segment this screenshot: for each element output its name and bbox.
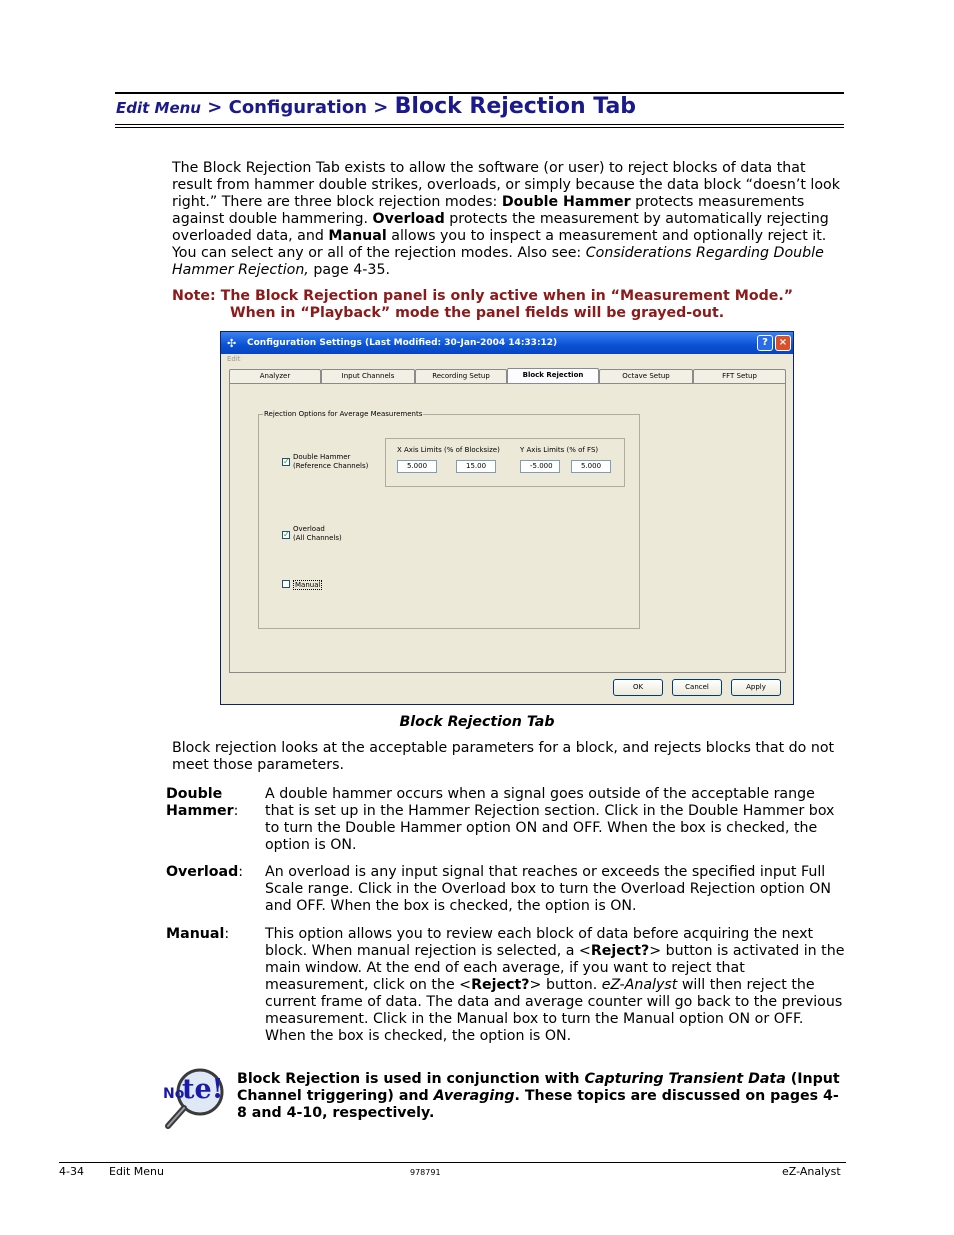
double-hammer-label: Double Hammer (Reference Channels) <box>293 453 369 470</box>
bottom-note: Block Rejection is used in conjunction with Capturing Transient Data (Input Channel triggering) and Averaging. These topics are discussed on pages 4-8 and 4-10, respectively. <box>237 1071 840 1121</box>
menu-edit[interactable]: Edit <box>227 355 241 363</box>
term-double-hammer: Double Hammer: <box>166 786 239 819</box>
help-button[interactable]: ? <box>757 335 773 351</box>
mode-note-line1: Note: The Block Rejection panel is only active when in “Measurement Mode.” <box>172 288 794 304</box>
x-axis-limits-label: X Axis Limits (% of Blocksize) <box>397 446 500 454</box>
app-icon: ✣ <box>227 337 237 350</box>
title-underline-2 <box>115 127 844 128</box>
mode-note-line2: When in “Playback” mode the panel fields will be grayed-out. <box>230 305 725 321</box>
tab-octave-setup[interactable]: Octave Setup <box>599 369 693 383</box>
figure-caption: Block Rejection Tab <box>399 714 555 730</box>
ok-button[interactable]: OK <box>613 679 663 696</box>
body-paragraph: Block rejection looks at the acceptable parameters for a block, and rejects blocks that do not meet those parameters. <box>172 740 835 773</box>
x-axis-max-input[interactable]: 15.00 <box>456 460 496 473</box>
desc-manual: This option allows you to review each block of data before acquiring the next block. When manual rejection is selected, a <Reject?> button is activated in the main window. At the end of each average, if you want to reject that measurement, click on the <Reject?> button. eZ-Analyst will then reject the current frame of data. The data and average counter will go back to the previous measurement. Click in the Manual box to turn the Manual option ON or OFF. When the box is checked, the option is ON. <box>265 926 845 1044</box>
mode-note <box>172 288 852 322</box>
y-axis-limits-label: Y Axis Limits (% of FS) <box>520 446 599 454</box>
note-graphic-text-small: No <box>163 1086 185 1102</box>
close-button[interactable]: × <box>775 335 791 351</box>
x-axis-min-input[interactable]: 5.000 <box>397 460 437 473</box>
manual-label: Manual <box>295 581 321 589</box>
breadcrumb-separator: > <box>367 97 395 118</box>
intro-paragraph: The Block Rejection Tab exists to allow the software (or user) to reject blocks of data that result from hammer double strikes, overloads, or simply because the data block “doesn’t look right.” There are three block rejection modes: Double Hammer protects measurements against double hammering. Overload protects the measurement by automatically rejecting overloaded data, and Manual allows you to inspect a measurement and optionally reject it. You can select any or all of the rejection modes. Also see: Considerations Regarding Double Hammer Rejection, page 4-35. <box>172 160 840 278</box>
breadcrumb-edit-menu: Edit Menu <box>116 99 201 117</box>
tab-analyzer[interactable]: Analyzer <box>229 369 321 383</box>
apply-button[interactable]: Apply <box>731 679 781 696</box>
manual-checkbox[interactable] <box>282 580 290 588</box>
term-manual: Manual: <box>166 926 230 942</box>
breadcrumb-block-rejection-tab: Block Rejection Tab <box>394 94 637 119</box>
footer-product: eZ-Analyst <box>782 1165 841 1178</box>
tab-fft-setup[interactable]: FFT Setup <box>693 369 786 383</box>
cancel-button[interactable]: Cancel <box>672 679 722 696</box>
double-hammer-checkbox[interactable]: ✓ <box>283 457 290 466</box>
breadcrumb-configuration: Configuration <box>228 97 368 118</box>
footer-page-number: 4-34 <box>59 1165 84 1178</box>
y-axis-max-input[interactable]: 5.000 <box>571 460 611 473</box>
configuration-settings-dialog <box>220 331 794 705</box>
overload-checkbox[interactable]: ✓ <box>283 530 290 539</box>
page-title <box>116 94 636 119</box>
block-rejection-panel <box>229 383 786 673</box>
desc-overload: An overload is any input signal that reaches or exceeds the specified input Full Scale range. Click in the Overload box to turn the Overload Rejection option ON and OFF. When the box is checked, the option is ON. <box>265 864 832 914</box>
dialog-title: Configuration Settings (Last Modified: 30-Jan-2004 14:33:12) <box>247 338 558 348</box>
overload-label: Overload (All Channels) <box>293 525 342 542</box>
title-underline <box>115 124 844 125</box>
tab-block-rejection[interactable]: Block Rejection <box>507 368 599 384</box>
breadcrumb-separator: > <box>200 97 229 118</box>
footer-doc-number: 978791 <box>410 1168 441 1177</box>
desc-double-hammer: A double hammer occurs when a signal goes outside of the acceptable range that is set up in the Hammer Rejection section. Click in the Double Hammer box to turn the Double Hammer option ON and OFF. When the box is checked, the option is ON. <box>265 786 835 853</box>
tab-input-channels[interactable]: Input Channels <box>321 369 415 383</box>
dialog-titlebar[interactable] <box>221 332 793 354</box>
tab-recording-setup[interactable]: Recording Setup <box>415 369 507 383</box>
term-overload: Overload: <box>166 864 244 880</box>
footer-section: Edit Menu <box>109 1165 164 1178</box>
note-magnifier-icon <box>160 1066 226 1132</box>
note-graphic-text-big: te! <box>182 1074 224 1105</box>
y-axis-min-input[interactable]: -5.000 <box>520 460 560 473</box>
footer-rule <box>59 1162 846 1163</box>
rejection-options-group-title: Rejection Options for Average Measurements <box>264 410 423 418</box>
